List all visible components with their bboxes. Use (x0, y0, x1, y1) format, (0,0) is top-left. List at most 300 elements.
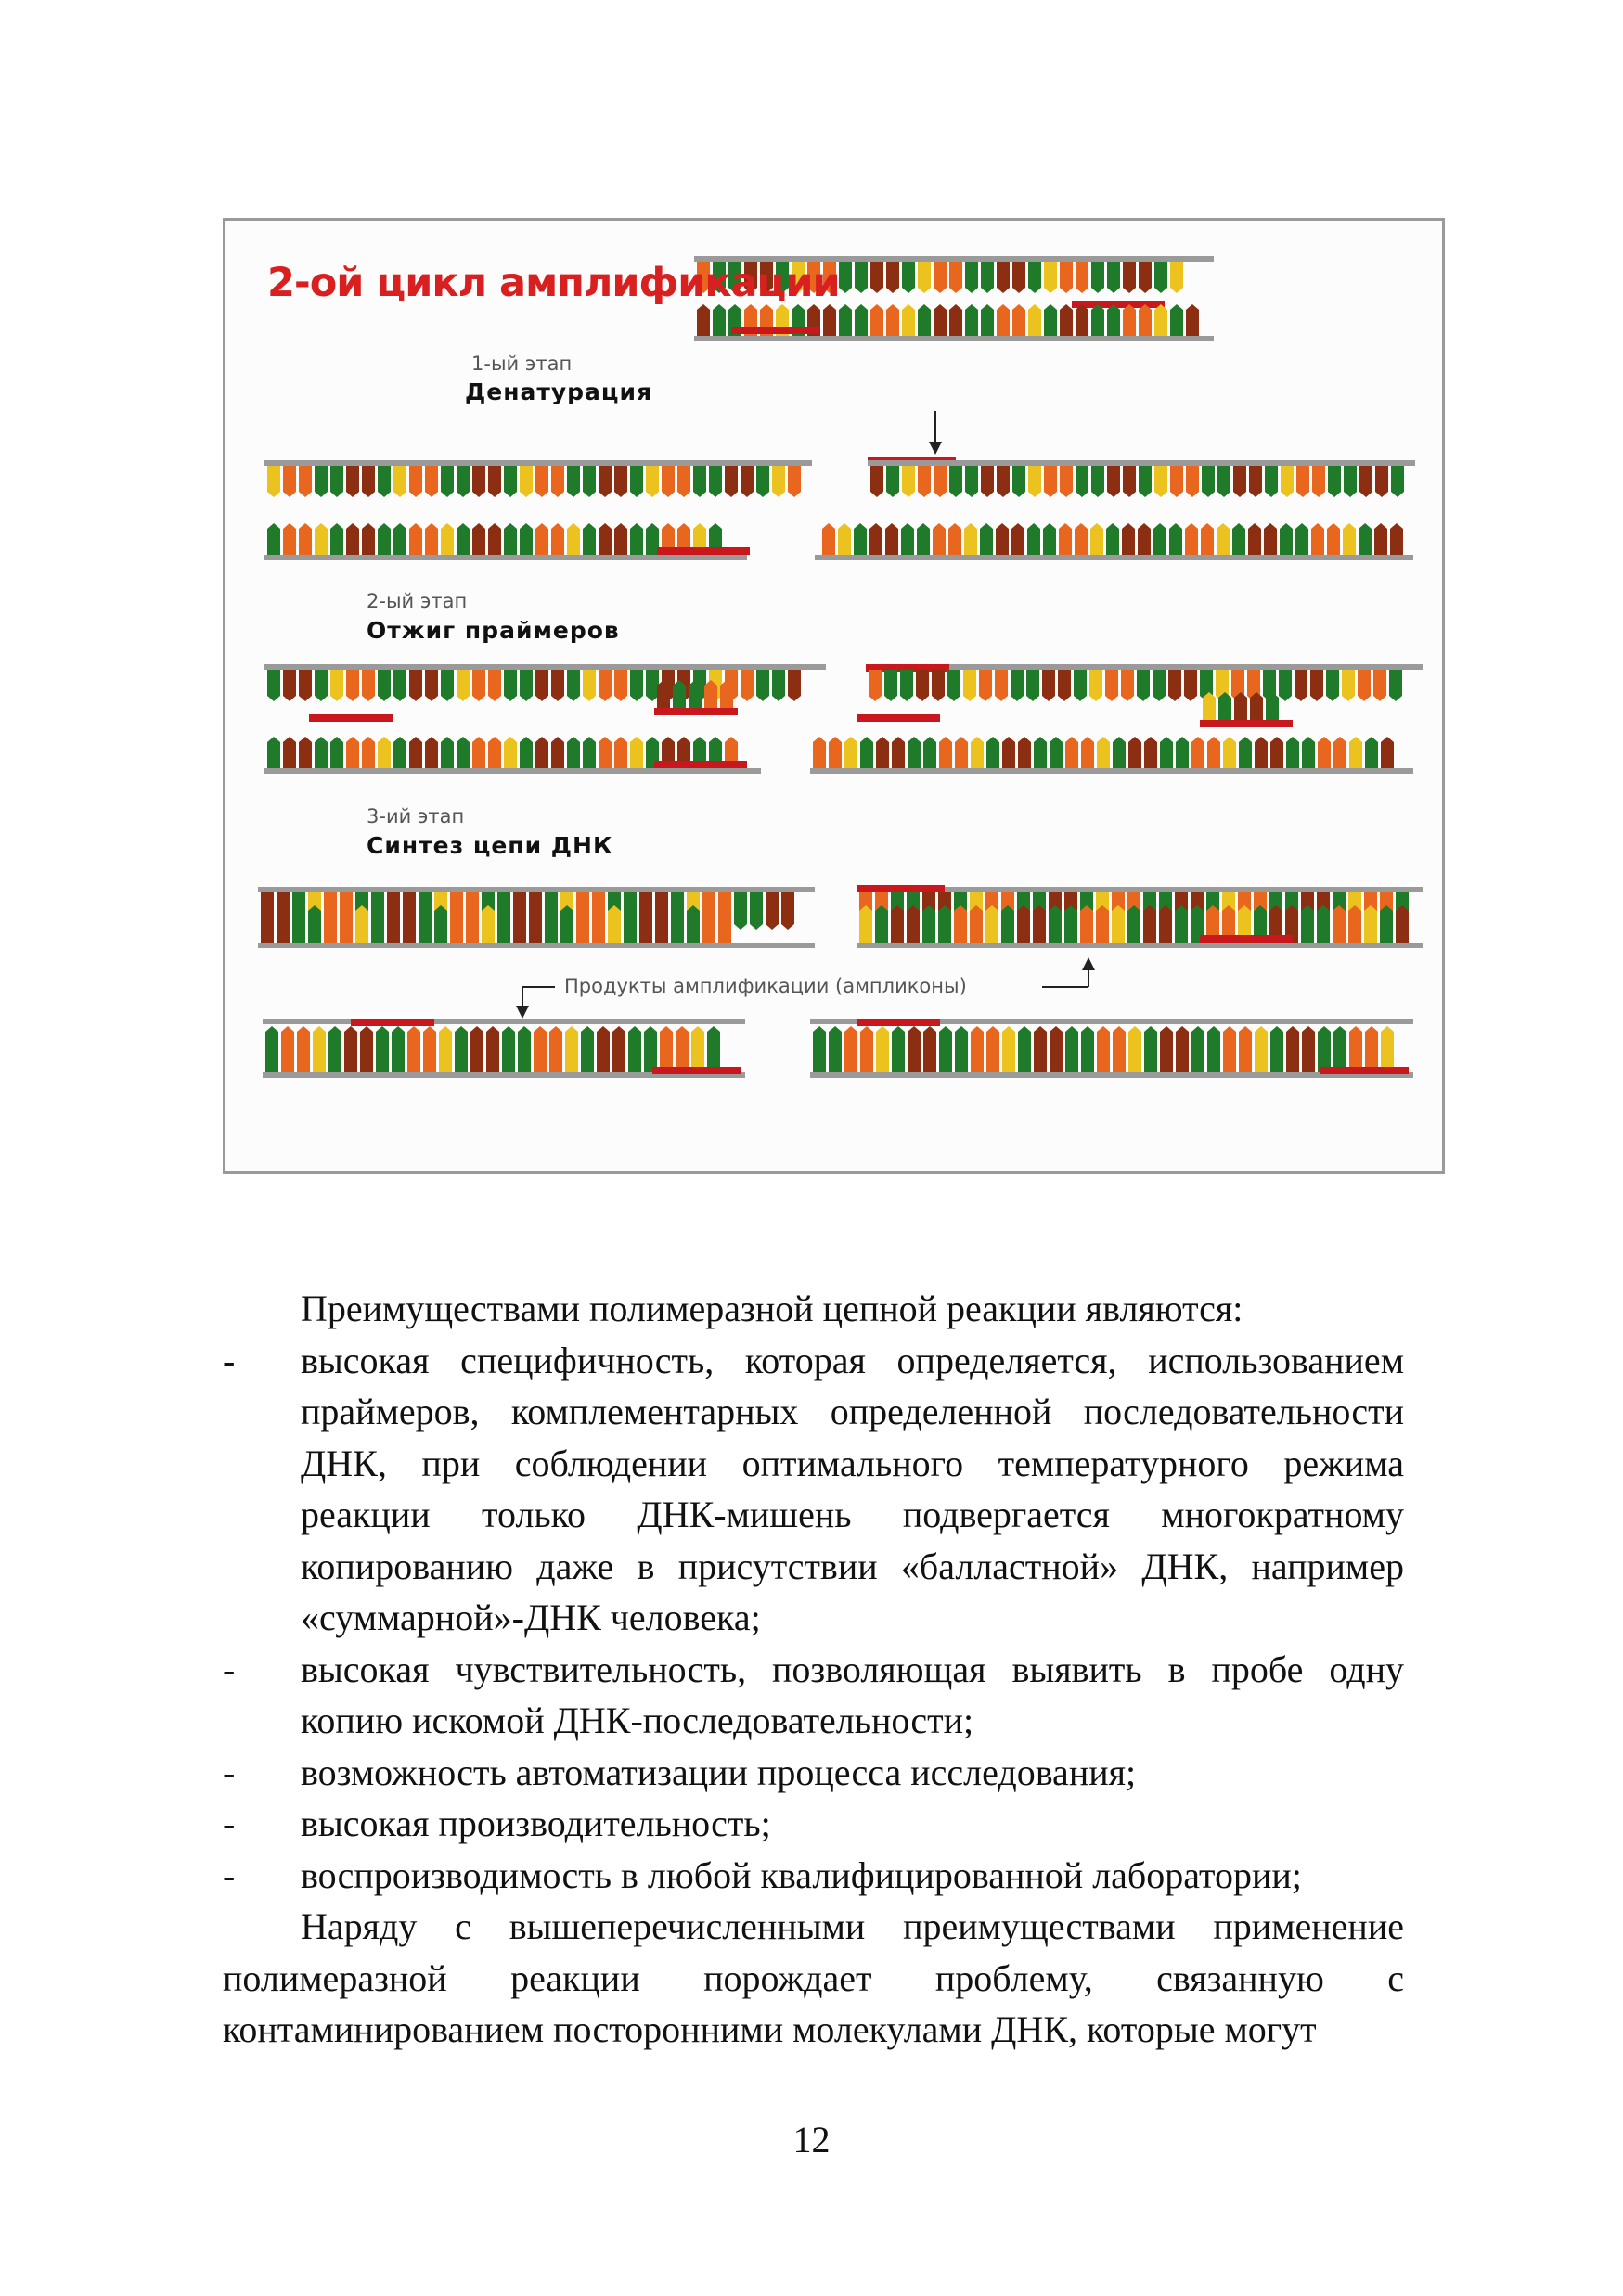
base (576, 905, 589, 943)
base (1106, 523, 1119, 555)
primer (1072, 301, 1165, 308)
base (986, 1026, 999, 1072)
primer (309, 714, 393, 722)
base (1169, 523, 1182, 555)
products-label: Продукты амплификации (ампликоны) (564, 975, 967, 997)
step-3-name: Синтез цепи ДНК (367, 832, 613, 859)
base (995, 670, 1008, 701)
base (1318, 737, 1331, 768)
base (1266, 692, 1279, 720)
base (676, 1026, 689, 1072)
base (362, 523, 375, 555)
base (599, 466, 612, 497)
base (970, 905, 983, 943)
base (504, 670, 517, 701)
base (330, 466, 343, 497)
base (860, 1026, 873, 1072)
base (1076, 262, 1088, 293)
base (1348, 905, 1361, 943)
base (1012, 262, 1025, 293)
base (1097, 737, 1110, 768)
arrow-head (929, 442, 942, 455)
base (466, 905, 479, 943)
base (1060, 466, 1073, 497)
base (772, 466, 785, 497)
base (1223, 1026, 1236, 1072)
base (886, 304, 899, 336)
base (1170, 304, 1183, 336)
base (545, 905, 558, 943)
base (673, 680, 686, 708)
base (504, 523, 517, 555)
base (1107, 304, 1120, 336)
primer (657, 547, 750, 555)
base (829, 1026, 842, 1072)
base (813, 737, 826, 768)
base (646, 466, 659, 497)
base (1012, 466, 1025, 497)
base (1310, 670, 1323, 701)
base (1128, 1026, 1141, 1072)
page-number: 12 (792, 2119, 831, 2161)
base (901, 523, 914, 555)
base (409, 523, 422, 555)
base (933, 523, 946, 555)
base (1234, 692, 1247, 720)
base (283, 466, 296, 497)
base (822, 523, 835, 555)
base (261, 905, 274, 943)
base (892, 737, 905, 768)
base (472, 523, 485, 555)
base (813, 1026, 826, 1072)
base (299, 670, 312, 701)
base (1127, 905, 1140, 943)
base (1123, 466, 1136, 497)
base (886, 466, 899, 497)
base (884, 670, 897, 701)
base (1154, 466, 1167, 497)
base (549, 1026, 562, 1072)
base (839, 262, 852, 293)
base (1279, 670, 1292, 701)
base (1295, 523, 1308, 555)
base (875, 905, 888, 943)
base (283, 523, 296, 555)
base (1302, 737, 1315, 768)
base (409, 466, 422, 497)
base (565, 1026, 578, 1072)
base (1091, 304, 1104, 336)
base (1026, 670, 1039, 701)
base (750, 892, 763, 930)
strand-backbone (258, 943, 815, 948)
base (434, 905, 447, 943)
base (1396, 905, 1409, 943)
base (624, 905, 637, 943)
base (1002, 1026, 1015, 1072)
list-item: - высокая чувствительность, позволяющая выявить в пробе одну копию искомой ДНК-последовательности; (223, 1648, 1404, 1741)
base (1153, 670, 1166, 701)
primer (857, 714, 940, 722)
base (646, 523, 659, 555)
base (551, 523, 564, 555)
base (1017, 905, 1030, 943)
base (923, 1026, 936, 1072)
base (981, 304, 994, 336)
base (1359, 523, 1372, 555)
base (1044, 466, 1057, 497)
base (1144, 737, 1157, 768)
base (1091, 262, 1104, 293)
base (1233, 466, 1246, 497)
base (1327, 523, 1340, 555)
base (677, 466, 690, 497)
base (630, 670, 643, 701)
base (902, 466, 915, 497)
base (1076, 466, 1088, 497)
base (949, 262, 962, 293)
base (918, 262, 931, 293)
primer (351, 1019, 434, 1026)
base (955, 737, 968, 768)
advantages-list (223, 1335, 1404, 1902)
base (917, 523, 930, 555)
base (1033, 905, 1046, 943)
base (614, 737, 627, 768)
base (691, 1026, 704, 1072)
base (599, 737, 612, 768)
base (1365, 1026, 1378, 1072)
base (520, 466, 533, 497)
base (981, 262, 994, 293)
base (520, 737, 533, 768)
base (630, 737, 643, 768)
base (1255, 1026, 1268, 1072)
base (734, 892, 747, 930)
base (535, 466, 548, 497)
base (488, 737, 501, 768)
base (315, 670, 328, 701)
base (949, 304, 962, 336)
base (1139, 466, 1152, 497)
strand-backbone (264, 768, 761, 774)
base (267, 466, 280, 497)
base (567, 670, 580, 701)
base (1123, 262, 1136, 293)
base (1159, 905, 1172, 943)
base (1364, 905, 1377, 943)
base (709, 466, 722, 497)
intro-paragraph: Преимуществами полимеразной цепной реакции являются: (301, 1288, 1243, 1329)
base (267, 523, 280, 555)
base (1333, 905, 1346, 943)
base (1239, 1026, 1252, 1072)
base (518, 1026, 531, 1072)
step-1-number: 1-ый этап (471, 353, 573, 375)
base (1002, 737, 1015, 768)
base (355, 905, 368, 943)
base (876, 1026, 889, 1072)
base (1389, 670, 1402, 701)
base (583, 737, 596, 768)
base (869, 523, 882, 555)
base (419, 905, 432, 943)
base (689, 680, 702, 708)
base (597, 1026, 610, 1072)
base (1107, 466, 1120, 497)
base (934, 304, 947, 336)
primer (652, 1067, 741, 1074)
base (1064, 905, 1077, 943)
primer (857, 1019, 940, 1026)
base (535, 670, 548, 701)
base (954, 905, 967, 943)
base (1028, 262, 1041, 293)
base (346, 466, 359, 497)
base (1139, 262, 1152, 293)
base (707, 1026, 720, 1072)
base (876, 737, 889, 768)
base (855, 262, 868, 293)
base (497, 905, 510, 943)
strand-backbone (264, 664, 826, 670)
base (1168, 670, 1181, 701)
base (612, 1026, 625, 1072)
base (1153, 523, 1166, 555)
base (844, 1026, 857, 1072)
base (644, 1026, 657, 1072)
base (869, 670, 882, 701)
base (646, 670, 659, 701)
base (996, 523, 1009, 555)
body-text (223, 1283, 1404, 2056)
base (1028, 304, 1041, 336)
step-1-name: Денатурация (465, 378, 653, 405)
base (713, 304, 726, 336)
base (378, 737, 391, 768)
base (551, 466, 564, 497)
base (947, 670, 960, 701)
base (986, 737, 999, 768)
base (1113, 1026, 1126, 1072)
base (1239, 737, 1252, 768)
base (592, 905, 605, 943)
base (963, 670, 976, 701)
base (308, 905, 321, 943)
step-3-number: 3-ий этап (367, 805, 465, 827)
primer (857, 885, 945, 892)
base (362, 466, 375, 497)
base (1105, 670, 1118, 701)
base (1333, 1026, 1346, 1072)
base (1191, 1026, 1204, 1072)
step-2-name: Отжиг праймеров (367, 617, 620, 644)
base (1112, 905, 1125, 943)
base (1280, 523, 1293, 555)
base (1137, 670, 1150, 701)
base (1333, 737, 1346, 768)
base (513, 905, 526, 943)
base (1217, 466, 1230, 497)
base (1065, 1026, 1078, 1072)
base (535, 523, 548, 555)
base (997, 466, 1010, 497)
base (328, 1026, 341, 1072)
base (859, 905, 872, 943)
base (1154, 262, 1167, 293)
base (885, 523, 898, 555)
base (376, 1026, 389, 1072)
base (965, 466, 978, 497)
base (1249, 466, 1262, 497)
base (486, 1026, 499, 1072)
base (482, 905, 495, 943)
base (918, 304, 931, 336)
primer (731, 327, 819, 334)
base (741, 466, 754, 497)
base (1265, 466, 1278, 497)
base (1044, 304, 1057, 336)
base (581, 1026, 594, 1072)
base (1381, 737, 1394, 768)
base (1295, 670, 1307, 701)
list-item: - возможность автоматизации процесса исследования; (223, 1751, 1137, 1793)
base (1028, 466, 1041, 497)
base (1042, 670, 1055, 701)
base (1218, 692, 1231, 720)
base (340, 905, 353, 943)
base (1359, 466, 1372, 497)
base (1097, 1026, 1110, 1072)
base (788, 670, 801, 701)
base (1202, 466, 1215, 497)
base (997, 262, 1010, 293)
base (1074, 670, 1087, 701)
strand-backbone (868, 460, 1415, 466)
base (488, 466, 501, 497)
base (1326, 670, 1339, 701)
base (472, 670, 485, 701)
base (772, 670, 785, 701)
base (1128, 737, 1141, 768)
base (1034, 1026, 1047, 1072)
base (378, 466, 391, 497)
base (823, 304, 836, 336)
base (870, 304, 883, 336)
base (1286, 737, 1299, 768)
base (281, 1026, 294, 1072)
base (1176, 1026, 1189, 1072)
base (1380, 905, 1393, 943)
base (1312, 466, 1325, 497)
base (934, 466, 947, 497)
base (520, 670, 533, 701)
base (267, 737, 280, 768)
base (1043, 523, 1056, 555)
base (781, 892, 794, 930)
base (1050, 737, 1063, 768)
base (520, 523, 533, 555)
base (997, 304, 1010, 336)
base (1248, 523, 1261, 555)
base (939, 1026, 952, 1072)
base (741, 670, 754, 701)
base (392, 1026, 405, 1072)
primer (654, 761, 747, 768)
base (324, 905, 337, 943)
base (725, 466, 738, 497)
base (1090, 523, 1103, 555)
base (393, 523, 406, 555)
base (949, 466, 962, 497)
base (551, 670, 564, 701)
base (614, 670, 627, 701)
strand-backbone (694, 336, 1214, 341)
base (1049, 905, 1062, 943)
base (1059, 523, 1072, 555)
base (346, 670, 359, 701)
base (1286, 1026, 1299, 1072)
base (409, 737, 422, 768)
base (330, 670, 343, 701)
base (1018, 1026, 1031, 1072)
base (346, 523, 359, 555)
base (979, 670, 992, 701)
strand-backbone (264, 460, 812, 466)
base (313, 1026, 326, 1072)
base (1391, 466, 1404, 497)
base (299, 466, 312, 497)
base (860, 737, 873, 768)
strand-backbone (857, 943, 1423, 948)
base (902, 304, 915, 336)
base (1255, 737, 1268, 768)
base (1144, 1026, 1157, 1072)
base (583, 466, 596, 497)
base (425, 523, 438, 555)
base (470, 1026, 483, 1072)
base (838, 523, 851, 555)
base (1011, 670, 1024, 701)
base (1349, 737, 1362, 768)
base (423, 1026, 436, 1072)
base (502, 1026, 515, 1072)
base (441, 466, 454, 497)
base (488, 523, 501, 555)
base (403, 905, 416, 943)
base (1076, 304, 1088, 336)
base (297, 1026, 310, 1072)
base (407, 1026, 420, 1072)
base (948, 523, 961, 555)
base (1186, 304, 1199, 336)
base (1185, 523, 1198, 555)
base (1365, 737, 1378, 768)
base (1217, 523, 1230, 555)
base (551, 737, 564, 768)
base (1207, 737, 1220, 768)
base (704, 680, 717, 708)
base (360, 1026, 373, 1072)
base (1034, 737, 1047, 768)
base (1270, 1026, 1283, 1072)
base (1065, 737, 1078, 768)
base (330, 737, 343, 768)
base (614, 466, 627, 497)
base (662, 466, 675, 497)
base (299, 523, 312, 555)
